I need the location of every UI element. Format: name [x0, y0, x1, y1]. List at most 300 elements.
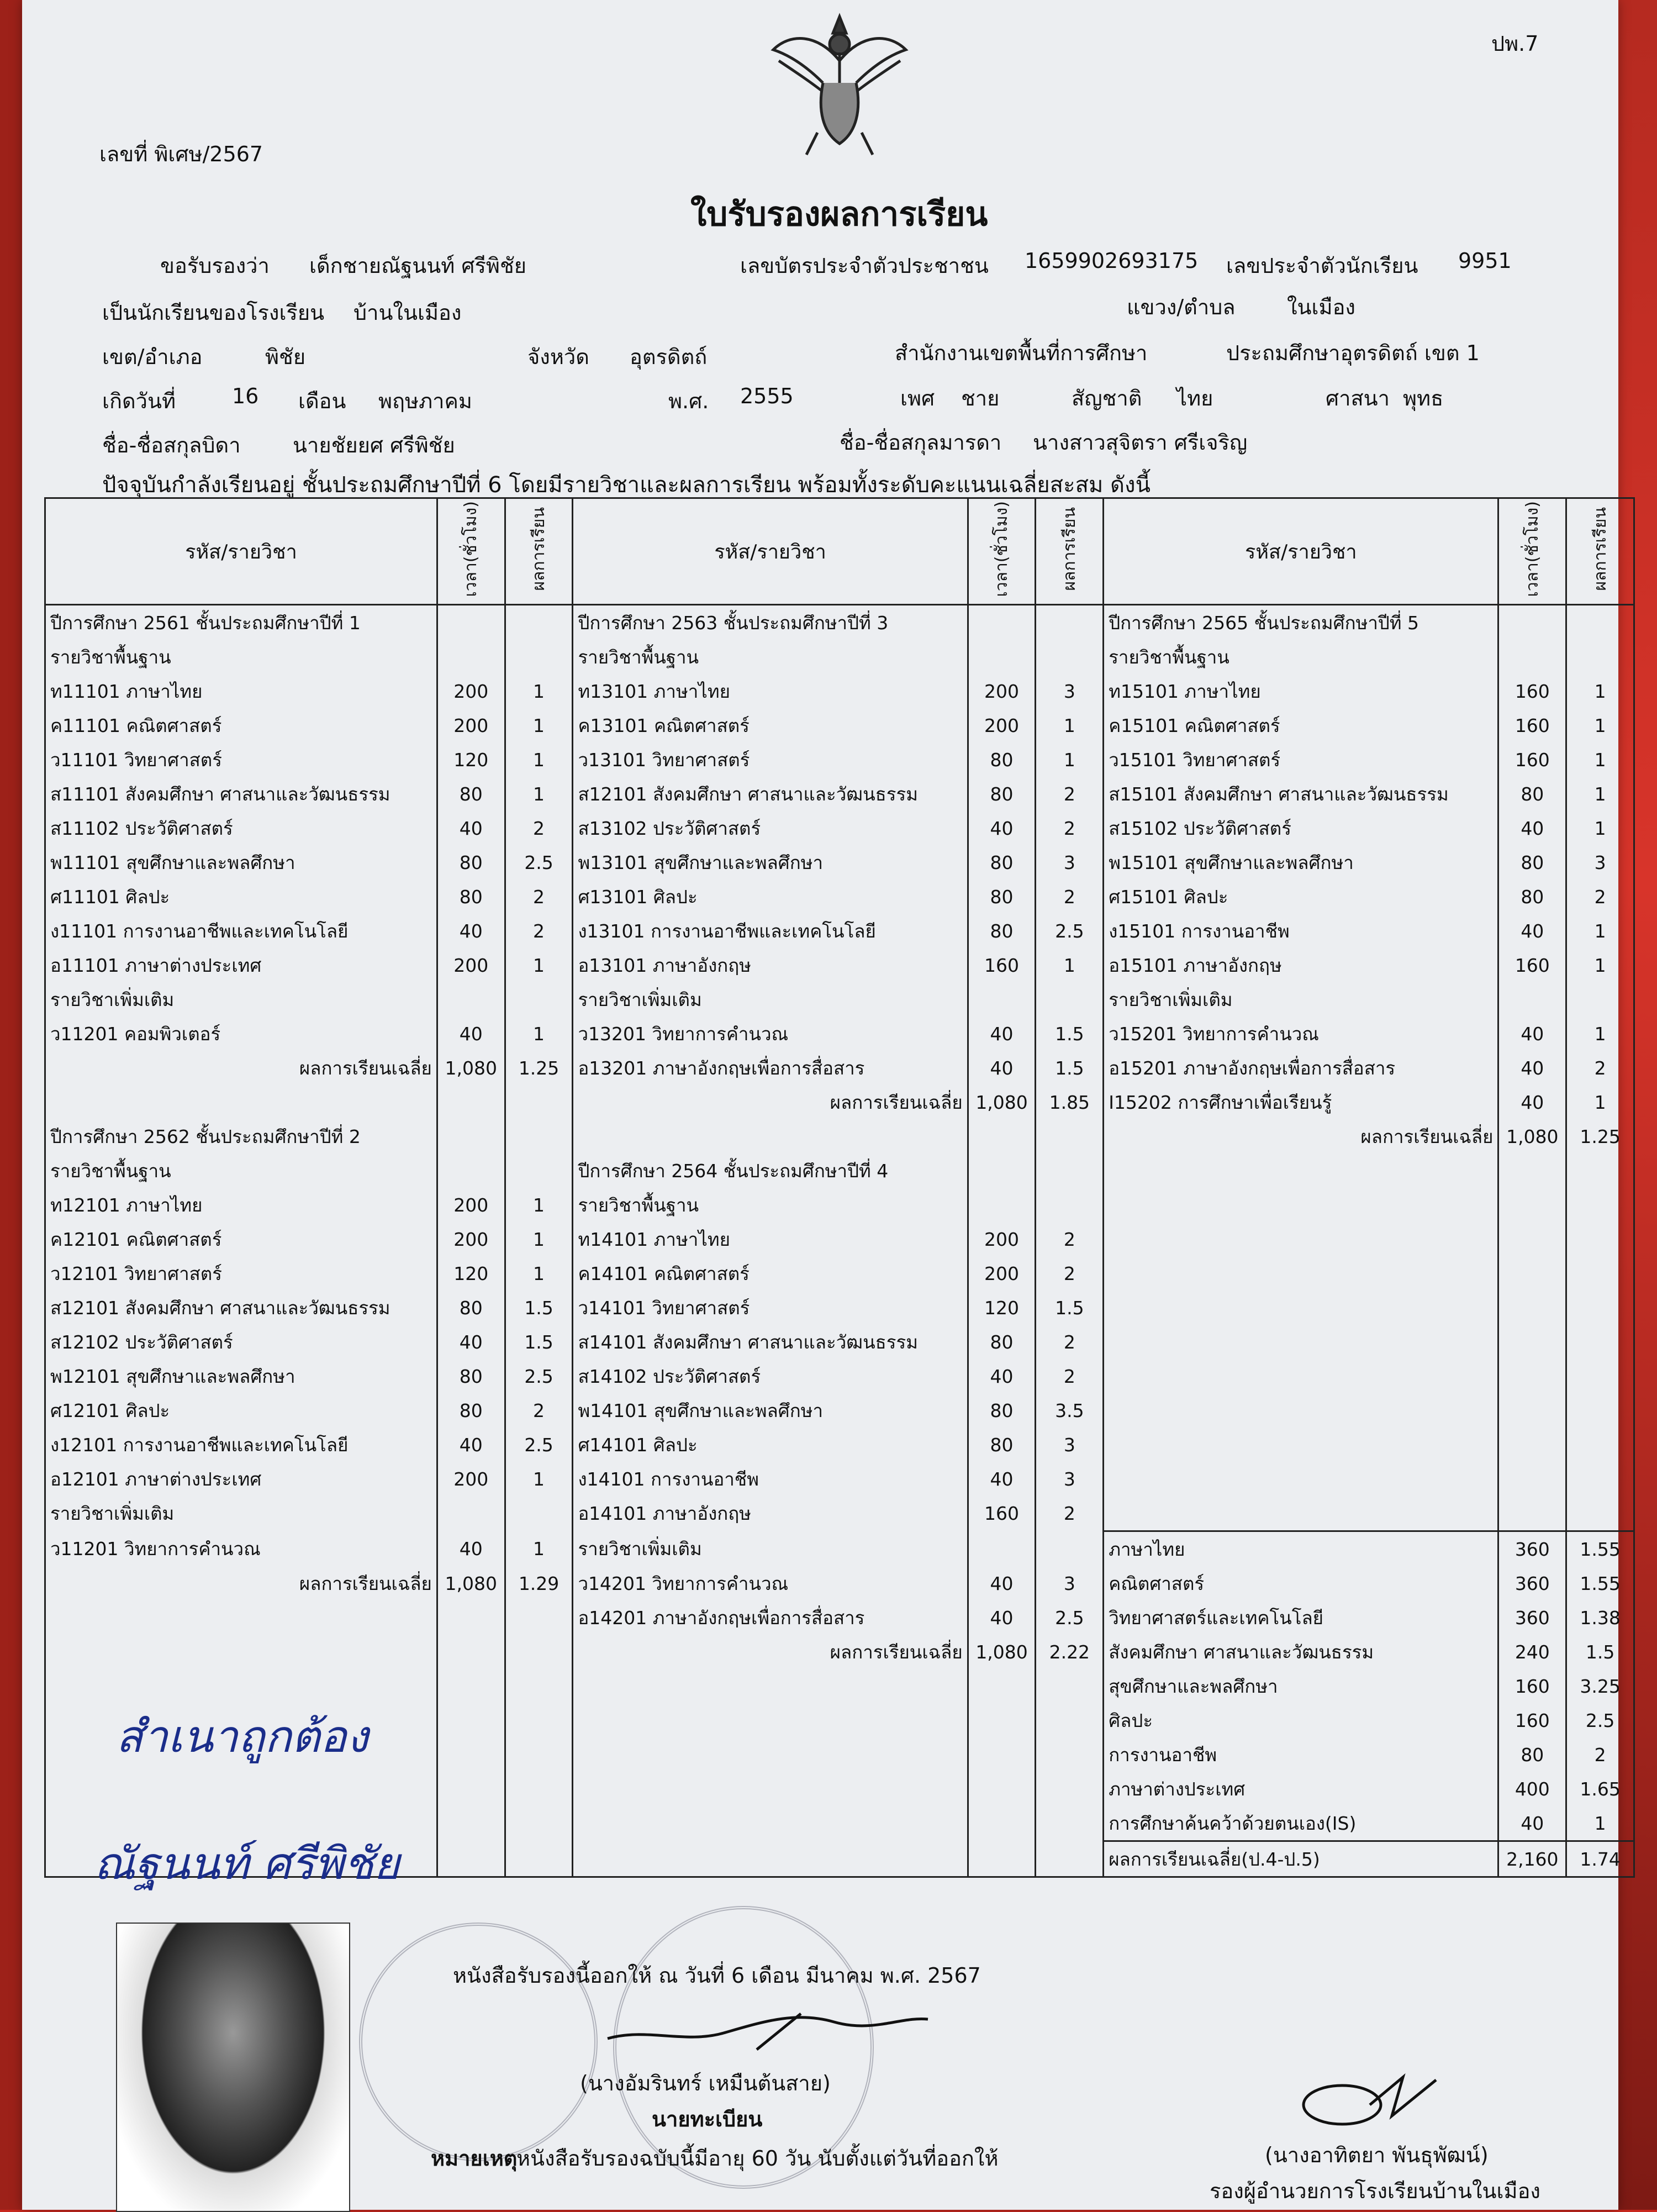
grade-cell: [505, 982, 573, 1017]
subject-cell: ง13101 การงานอาชีพและเทคโนโลยี: [573, 914, 968, 948]
grade-cell: [1566, 1222, 1634, 1256]
subject-cell: ว14101 วิทยาศาสตร์: [573, 1291, 968, 1325]
grade-cell: [505, 605, 573, 640]
subject-cell: I15202 การศึกษาเพื่อเรียนรู้: [1104, 1085, 1498, 1119]
student-name: เด็กชายณัฐนนท์ ศรีพิชัย: [309, 254, 527, 278]
grade-cell: [1036, 982, 1104, 1017]
grade-cell: 2: [1036, 1325, 1104, 1359]
table-row: [45, 1222, 1634, 1256]
table-row: [45, 1359, 1634, 1393]
subject-cell: [45, 1635, 437, 1669]
subject-cell: การศึกษาค้นคว้าด้วยตนเอง(IS): [1104, 1806, 1498, 1841]
district-label: เขต/อำเภอ: [102, 345, 203, 369]
hours-cell: 40: [968, 1566, 1036, 1600]
hours-cell: 200: [437, 674, 505, 708]
subject-cell: รายวิชาเพิ่มเติม: [45, 1496, 437, 1531]
grade-cell: 1: [505, 1462, 573, 1496]
grade-cell: [505, 1772, 573, 1806]
grade-cell: 1: [505, 674, 573, 708]
table-row: [45, 1291, 1634, 1325]
grade-cell: 3.25: [1566, 1669, 1634, 1703]
subject-cell: ง14101 การงานอาชีพ: [573, 1462, 968, 1496]
grade-cell: 2: [1036, 1496, 1104, 1531]
document-number: เลขที่ พิเศษ/2567: [99, 142, 263, 166]
table-row: [45, 708, 1634, 742]
subject-cell: ค12101 คณิตศาสตร์: [45, 1222, 437, 1256]
hours-cell: 200: [437, 1188, 505, 1222]
grade-cell: 1.5: [505, 1291, 573, 1325]
grade-cell: 1: [505, 1256, 573, 1291]
subject-cell: ส14102 ประวัติศาสตร์: [573, 1359, 968, 1393]
hours-cell: [1498, 1256, 1566, 1291]
subject-cell: [573, 1669, 968, 1703]
grade-cell: 3: [1036, 1462, 1104, 1496]
id-label: เลขบัตรประจำตัวประชาชน: [740, 254, 989, 278]
grade-cell: 2: [1036, 811, 1104, 845]
grade-cell: [505, 1085, 573, 1119]
table-row: [45, 1566, 1634, 1600]
hours-cell: 160: [968, 948, 1036, 982]
hours-cell: [968, 1154, 1036, 1188]
grade-cell: [1566, 1188, 1634, 1222]
subject-cell: [1104, 1256, 1498, 1291]
table-header-row: [45, 498, 1634, 605]
born-year: 2555: [740, 384, 794, 408]
hours-cell: 1,080: [968, 1085, 1036, 1119]
subject-cell: ผลการเรียนเฉลี่ย: [1104, 1119, 1498, 1154]
hours-cell: [968, 1703, 1036, 1737]
student-no: 9951: [1458, 249, 1512, 273]
grade-cell: 1: [505, 1222, 573, 1256]
grade-cell: 1: [505, 777, 573, 811]
hours-cell: 200: [437, 1462, 505, 1496]
grade-cell: 1.25: [505, 1051, 573, 1085]
table-row: [45, 948, 1634, 982]
grade-cell: 2.22: [1036, 1635, 1104, 1669]
year-label: พ.ศ.: [668, 389, 709, 413]
born-month: พฤษภาคม: [378, 389, 472, 413]
grade-cell: 1: [505, 1188, 573, 1222]
subject-cell: ว11201 วิทยาการคำนวณ: [45, 1531, 437, 1567]
grade-cell: 2: [1036, 879, 1104, 914]
hours-cell: 40: [968, 1600, 1036, 1635]
subject-cell: ค15101 คณิตศาสตร์: [1104, 708, 1498, 742]
subject-cell: รายวิชาเพิ่มเติม: [1104, 982, 1498, 1017]
subject-cell: ท15101 ภาษาไทย: [1104, 674, 1498, 708]
hours-cell: [1498, 1154, 1566, 1188]
subject-cell: รายวิชาพื้นฐาน: [45, 640, 437, 674]
mother-name: นางสาวสุจิตรา ศรีเจริญ: [1033, 430, 1248, 455]
status-line: ปัจจุบันกำลังเรียนอยู่ ชั้นประถมศึกษาปีที่ 6 โดยมีรายวิชาและผลการเรียน พร้อมทั้งระดับคะแนนเฉลี่ยสะสม ดังนี้: [102, 472, 1151, 498]
subject-cell: [573, 1737, 968, 1772]
grade-cell: 2: [1036, 1359, 1104, 1393]
table-row: [45, 1325, 1634, 1359]
religion: พุทธ: [1403, 386, 1444, 410]
grade-cell: 3: [1566, 845, 1634, 879]
subject-cell: ส13102 ประวัติศาสตร์: [573, 811, 968, 845]
grade-cell: [1566, 982, 1634, 1017]
hours-cell: 40: [437, 1017, 505, 1051]
mother-label: ชื่อ-ชื่อสกุลมารดา: [840, 430, 1002, 455]
hours-cell: 80: [1498, 879, 1566, 914]
subject-cell: พ15101 สุขศึกษาและพลศึกษา: [1104, 845, 1498, 879]
subject-cell: ปีการศึกษา 2564 ชั้นประถมศึกษาปีที่ 4: [573, 1154, 968, 1188]
hours-cell: [968, 1531, 1036, 1567]
grade-cell: 1: [1566, 811, 1634, 845]
subject-cell: ภาษาต่างประเทศ: [1104, 1772, 1498, 1806]
subject-cell: อ13101 ภาษาอังกฤษ: [573, 948, 968, 982]
subject-cell: พ14101 สุขศึกษาและพลศึกษา: [573, 1393, 968, 1428]
grade-cell: 1.38: [1566, 1600, 1634, 1635]
subject-cell: [1104, 1496, 1498, 1531]
subject-cell: รายวิชาพื้นฐาน: [1104, 640, 1498, 674]
hours-cell: [437, 1841, 505, 1877]
registrar-name: (นางอัมรินทร์ เหมืนต้นสาย): [580, 2071, 831, 2095]
hours-cell: 40: [1498, 1051, 1566, 1085]
hours-cell: 80: [1498, 1737, 1566, 1772]
table-row: [45, 742, 1634, 777]
subject-cell: [1104, 1462, 1498, 1496]
subject-cell: ศ11101 ศิลปะ: [45, 879, 437, 914]
grade-cell: 2: [1566, 1051, 1634, 1085]
grade-cell: [1566, 605, 1634, 640]
grade-cell: 1: [1566, 742, 1634, 777]
subject-cell: อ15101 ภาษาอังกฤษ: [1104, 948, 1498, 982]
subject-cell: ผลการเรียนเฉลี่ย: [573, 1085, 968, 1119]
table-row: [45, 1531, 1634, 1567]
table-row: [45, 1154, 1634, 1188]
hours-cell: [968, 605, 1036, 640]
subject-cell: [45, 1085, 437, 1119]
grade-cell: 1: [505, 1017, 573, 1051]
hours-cell: 80: [437, 879, 505, 914]
hours-cell: [437, 1154, 505, 1188]
hours-cell: 80: [968, 742, 1036, 777]
hours-cell: 120: [437, 742, 505, 777]
grade-cell: 1: [505, 742, 573, 777]
grade-cell: 1: [1036, 948, 1104, 982]
subject-cell: ส15102 ประวัติศาสตร์: [1104, 811, 1498, 845]
hours-cell: [1498, 1428, 1566, 1462]
hours-cell: 160: [1498, 674, 1566, 708]
grade-cell: 1.5: [1036, 1017, 1104, 1051]
subject-cell: พ13101 สุขศึกษาและพลศึกษา: [573, 845, 968, 879]
grade-cell: 3.5: [1036, 1393, 1104, 1428]
registrar-signature: [602, 2000, 933, 2066]
subject-cell: รายวิชาเพิ่มเติม: [573, 982, 968, 1017]
subject-cell: [1104, 1291, 1498, 1325]
grade-cell: 1.55: [1566, 1566, 1634, 1600]
subject-cell: ศ15101 ศิลปะ: [1104, 879, 1498, 914]
hours-header: เวลา(ชั่วโมง): [1498, 498, 1566, 605]
grade-cell: 1.5: [1036, 1291, 1104, 1325]
born-day: 16: [232, 384, 259, 408]
hours-header: เวลา(ชั่วโมง): [437, 498, 505, 605]
subject-cell: ว15201 วิทยาการคำนวณ: [1104, 1017, 1498, 1051]
subject-cell: ศิลปะ: [1104, 1703, 1498, 1737]
hours-cell: 80: [968, 845, 1036, 879]
hours-cell: 160: [1498, 708, 1566, 742]
table-row: [45, 811, 1634, 845]
grade-cell: [1566, 640, 1634, 674]
father-label: ชื่อ-ชื่อสกุลบิดา: [102, 433, 241, 457]
subject-cell: อ14201 ภาษาอังกฤษเพื่อการสื่อสาร: [573, 1600, 968, 1635]
subject-cell: อ13201 ภาษาอังกฤษเพื่อการสื่อสาร: [573, 1051, 968, 1085]
hours-cell: [968, 1806, 1036, 1841]
grade-cell: [505, 1841, 573, 1877]
subject-cell: รายวิชาเพิ่มเติม: [45, 982, 437, 1017]
grade-cell: 1.55: [1566, 1531, 1634, 1567]
grade-cell: [1036, 1531, 1104, 1567]
grade-cell: [1566, 1154, 1634, 1188]
hours-cell: 80: [968, 777, 1036, 811]
handwritten-student-signature: ณัฐนนท์ ศรีพิชัย: [94, 1838, 400, 1889]
subject-cell: [1104, 1393, 1498, 1428]
hours-cell: 40: [968, 1462, 1036, 1496]
hours-cell: 1,080: [437, 1566, 505, 1600]
subject-cell: ว12101 วิทยาศาสตร์: [45, 1256, 437, 1291]
hours-cell: [1498, 1291, 1566, 1325]
grade-cell: 1.25: [1566, 1119, 1634, 1154]
subject-cell: [1104, 1222, 1498, 1256]
hours-cell: 360: [1498, 1600, 1566, 1635]
hours-cell: [1498, 1325, 1566, 1359]
subject-cell: ค13101 คณิตศาสตร์: [573, 708, 968, 742]
grade-cell: 1.5: [1566, 1635, 1634, 1669]
subject-cell: รายวิชาพื้นฐาน: [45, 1154, 437, 1188]
subject-cell: รายวิชาเพิ่มเติม: [573, 1531, 968, 1567]
garuda-emblem-icon: [757, 0, 922, 166]
hours-cell: [437, 1496, 505, 1531]
background-left: [0, 0, 22, 2210]
grade-cell: 1: [1036, 742, 1104, 777]
grade-cell: 1: [505, 708, 573, 742]
hours-cell: 1,080: [968, 1635, 1036, 1669]
province-label: จังหวัด: [527, 345, 589, 369]
grade-cell: 2: [1036, 1256, 1104, 1291]
grade-cell: 1: [505, 1531, 573, 1567]
issue-statement: หนังสือรับรองนี้ออกให้ ณ วันที่ 6 เดือน มีนาคม พ.ศ. 2567: [453, 1963, 981, 1988]
grade-cell: [505, 1703, 573, 1737]
grade-cell: 1.29: [505, 1566, 573, 1600]
hours-cell: [968, 1669, 1036, 1703]
subject-cell: ท14101 ภาษาไทย: [573, 1222, 968, 1256]
subject-header: รหัส/รายวิชา: [573, 498, 968, 605]
grade-cell: [505, 1635, 573, 1669]
hours-cell: 40: [968, 811, 1036, 845]
hours-cell: [968, 640, 1036, 674]
subject-cell: ท11101 ภาษาไทย: [45, 674, 437, 708]
hours-cell: [437, 1806, 505, 1841]
table-row: [45, 1085, 1634, 1119]
grade-cell: [505, 1119, 573, 1154]
subject-cell: ผลการเรียนเฉลี่ย: [45, 1051, 437, 1085]
grade-cell: [505, 1669, 573, 1703]
grade-cell: 2: [505, 1393, 573, 1428]
hours-cell: [437, 605, 505, 640]
hours-cell: 240: [1498, 1635, 1566, 1669]
grade-cell: [1566, 1291, 1634, 1325]
subject-cell: ปีการศึกษา 2561 ชั้นประถมศึกษาปีที่ 1: [45, 605, 437, 640]
hours-cell: 1,080: [437, 1051, 505, 1085]
hours-cell: 120: [437, 1256, 505, 1291]
subject-cell: ผลการเรียนเฉลี่ย(ป.4-ป.5): [1104, 1841, 1498, 1877]
hours-cell: 160: [1498, 742, 1566, 777]
grade-cell: [1566, 1428, 1634, 1462]
subject-cell: ว13101 วิทยาศาสตร์: [573, 742, 968, 777]
hours-cell: 80: [968, 1428, 1036, 1462]
table-row: [45, 674, 1634, 708]
deputy-signature: [1292, 2066, 1458, 2132]
table-row: [45, 1256, 1634, 1291]
subject-cell: [573, 1772, 968, 1806]
hours-cell: 160: [1498, 948, 1566, 982]
subject-cell: การงานอาชีพ: [1104, 1737, 1498, 1772]
table-row: [45, 879, 1634, 914]
grade-cell: 3: [1036, 1428, 1104, 1462]
subject-cell: [1104, 1325, 1498, 1359]
office: ประถมศึกษาอุตรดิตถ์ เขต 1: [1226, 341, 1480, 365]
grade-cell: [1036, 1119, 1104, 1154]
subject-cell: ส11101 สังคมศึกษา ศาสนาและวัฒนธรรม: [45, 777, 437, 811]
hours-header: เวลา(ชั่วโมง): [968, 498, 1036, 605]
subject-cell: [45, 1600, 437, 1635]
hours-cell: 40: [1498, 1017, 1566, 1051]
hours-cell: [968, 1737, 1036, 1772]
subject-cell: รายวิชาพื้นฐาน: [573, 1188, 968, 1222]
table-row: [45, 1462, 1634, 1496]
grade-cell: 1.65: [1566, 1772, 1634, 1806]
hours-cell: 40: [968, 1017, 1036, 1051]
hours-cell: 80: [437, 777, 505, 811]
subdistrict-label: แขวง/ตำบล: [1127, 295, 1236, 319]
hours-cell: 2,160: [1498, 1841, 1566, 1877]
grades-table: [44, 497, 1635, 1878]
hours-cell: 40: [1498, 1085, 1566, 1119]
subject-cell: สังคมศึกษา ศาสนาและวัฒนธรรม: [1104, 1635, 1498, 1669]
nationality-label: สัญชาติ: [1072, 386, 1142, 410]
grade-cell: 1: [505, 948, 573, 982]
subject-cell: [573, 1703, 968, 1737]
grade-cell: [1566, 1325, 1634, 1359]
hours-cell: 200: [437, 948, 505, 982]
hours-cell: [968, 1841, 1036, 1877]
subject-cell: [45, 1772, 437, 1806]
religion-label: ศาสนา: [1326, 386, 1390, 410]
table-row: [45, 914, 1634, 948]
grade-cell: [1566, 1393, 1634, 1428]
hours-cell: 200: [968, 674, 1036, 708]
school-label: เป็นนักเรียนของโรงเรียน: [102, 301, 325, 325]
hours-cell: 40: [437, 1531, 505, 1567]
hours-cell: [1498, 1462, 1566, 1496]
hours-cell: [968, 1188, 1036, 1222]
deputy-name: (นางอาทิตยา พันธุพัฒน์): [1265, 2143, 1489, 2167]
hours-cell: [437, 640, 505, 674]
grade-cell: 1.74: [1566, 1841, 1634, 1877]
deputy-title: รองผู้อำนวยการโรงเรียนบ้านในเมือง: [1210, 2179, 1540, 2203]
grade-cell: [1036, 1703, 1104, 1737]
grade-cell: 1: [1566, 948, 1634, 982]
subject-cell: วิทยาศาสตร์และเทคโนโลยี: [1104, 1600, 1498, 1635]
hours-cell: 40: [437, 1428, 505, 1462]
hours-cell: 360: [1498, 1566, 1566, 1600]
grade-cell: 1: [1566, 914, 1634, 948]
subject-cell: [1104, 1154, 1498, 1188]
subject-cell: พ11101 สุขศึกษาและพลศึกษา: [45, 845, 437, 879]
hours-cell: 80: [437, 1359, 505, 1393]
sex: ชาย: [961, 386, 1000, 410]
table-row: [45, 1428, 1634, 1462]
hours-cell: [437, 1600, 505, 1635]
subject-cell: ค14101 คณิตศาสตร์: [573, 1256, 968, 1291]
grade-cell: 1.85: [1036, 1085, 1104, 1119]
subject-cell: ศ13101 ศิลปะ: [573, 879, 968, 914]
subdistrict: ในเมือง: [1287, 295, 1355, 319]
hours-cell: [968, 1119, 1036, 1154]
grade-cell: 1.5: [1036, 1051, 1104, 1085]
father-name: นายชัยยศ ศรีพิชัย: [293, 433, 455, 457]
subject-cell: [573, 1841, 968, 1877]
hours-cell: [1498, 1359, 1566, 1393]
table-row: [45, 1635, 1634, 1669]
hours-cell: 80: [1498, 845, 1566, 879]
table-row: [45, 1496, 1634, 1531]
id-number: 1659902693175: [1025, 249, 1199, 273]
grade-cell: [1036, 1154, 1104, 1188]
hours-cell: 200: [968, 1256, 1036, 1291]
grade-cell: 1: [1566, 674, 1634, 708]
grade-cell: 1: [1566, 777, 1634, 811]
hours-cell: [968, 1772, 1036, 1806]
grade-cell: [1036, 1737, 1104, 1772]
subject-cell: ค11101 คณิตศาสตร์: [45, 708, 437, 742]
grade-cell: [1036, 1806, 1104, 1841]
subject-cell: [1104, 1188, 1498, 1222]
hours-cell: [1498, 640, 1566, 674]
subject-cell: ท12101 ภาษาไทย: [45, 1188, 437, 1222]
subject-cell: [1104, 1428, 1498, 1462]
grade-cell: 1.5: [505, 1325, 573, 1359]
subject-cell: ง11101 การงานอาชีพและเทคโนโลยี: [45, 914, 437, 948]
grade-cell: 1: [1566, 708, 1634, 742]
nationality: ไทย: [1176, 386, 1213, 410]
grade-cell: 3: [1036, 1566, 1104, 1600]
subject-cell: ง15101 การงานอาชีพ: [1104, 914, 1498, 948]
hours-cell: [1498, 1188, 1566, 1222]
grade-cell: 2.5: [1036, 1600, 1104, 1635]
hours-cell: 200: [968, 1222, 1036, 1256]
subject-cell: สุขศึกษาและพลศึกษา: [1104, 1669, 1498, 1703]
subject-cell: ปีการศึกษา 2563 ชั้นประถมศึกษาปีที่ 3: [573, 605, 968, 640]
page-title: ใบรับรองผลการเรียน: [690, 195, 988, 234]
subject-cell: อ14101 ภาษาอังกฤษ: [573, 1496, 968, 1531]
subject-header: รหัส/รายวิชา: [1104, 498, 1498, 605]
hours-cell: 80: [968, 1325, 1036, 1359]
hours-cell: [437, 1772, 505, 1806]
grade-cell: [505, 1806, 573, 1841]
born-label: เกิดวันที่: [102, 389, 176, 413]
subject-header: รหัส/รายวิชา: [45, 498, 437, 605]
hours-cell: 40: [1498, 1806, 1566, 1841]
note-label: หมายเหตุ: [431, 2146, 518, 2171]
grade-cell: [505, 1154, 573, 1188]
hours-cell: 1,080: [1498, 1119, 1566, 1154]
grade-cell: 2.5: [1566, 1703, 1634, 1737]
form-code: ปพ.7: [1491, 31, 1539, 56]
grade-cell: 2.5: [505, 845, 573, 879]
table-row: [45, 1600, 1634, 1635]
